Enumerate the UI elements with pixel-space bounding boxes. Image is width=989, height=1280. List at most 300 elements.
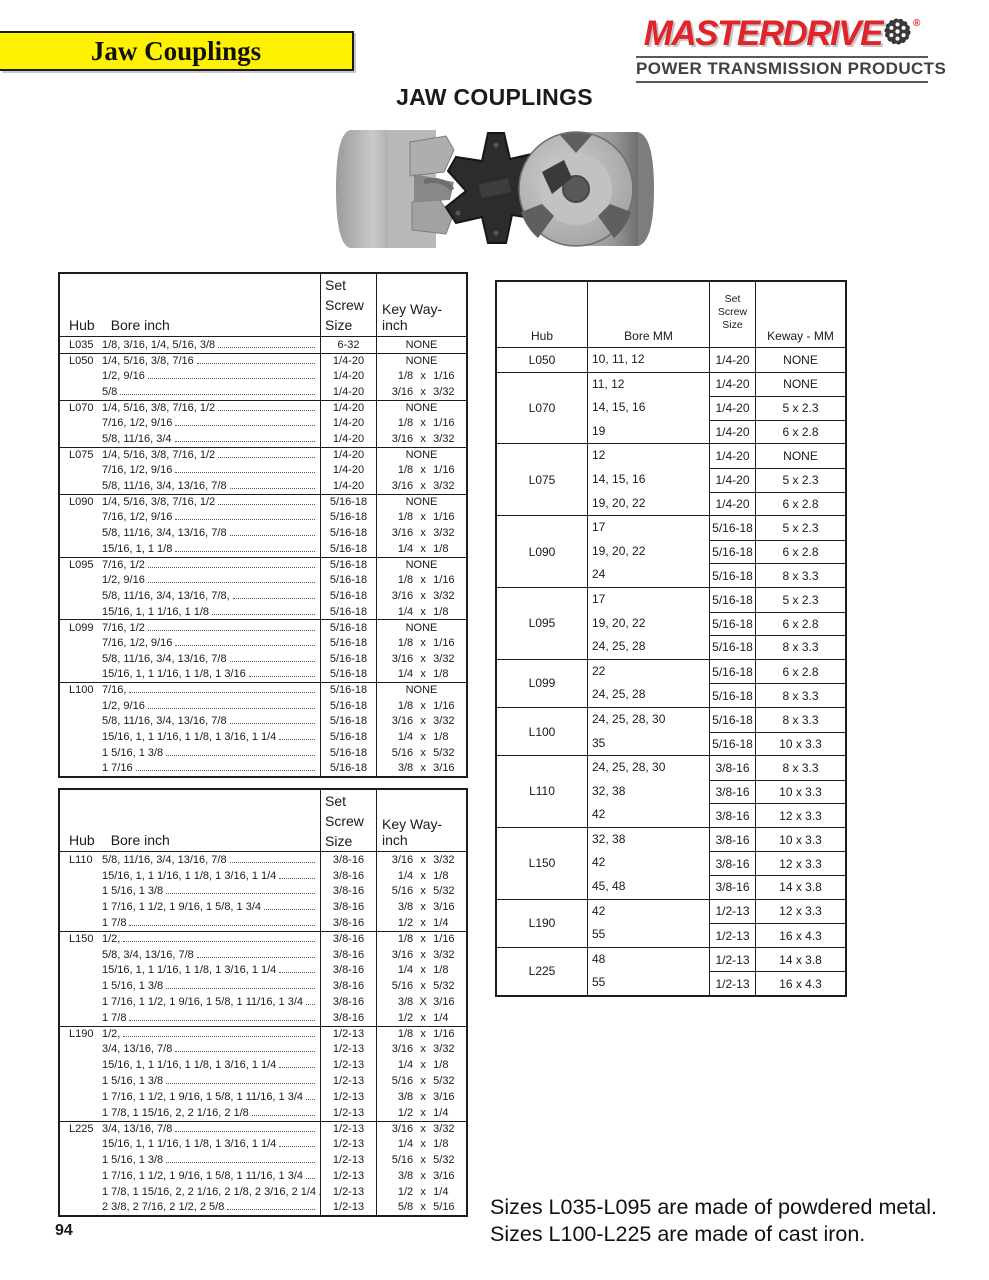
table-row [709,396,845,420]
table-row [709,900,845,924]
set-screw-cell: 3/8-16 [709,756,755,780]
table-row [709,948,845,972]
table-row [60,931,466,947]
keyway-cell [376,604,466,620]
mm-group-rows [709,948,845,995]
dot-leader [148,567,315,568]
table-row [709,923,845,947]
keyway-width: 3/8 [397,1169,414,1182]
dot-leader [175,1131,315,1132]
set-screw-cell: 5/16-18 [320,588,376,604]
col-hub: Hub [69,832,95,848]
keyway-width: 1/8 [397,933,414,946]
keyway-cell: 12 x 3.3 [755,804,845,827]
table-row [709,732,845,756]
page-title: JAW COUPLINGS [396,84,593,110]
dot-leader [175,425,315,426]
col-keyway: Key Way- inch [376,274,466,336]
hub-cell: L075 [69,449,94,462]
keyway-width: 1/4 [397,964,414,977]
bore-cell [102,1107,320,1119]
set-screw-cell: 5/16-18 [320,761,376,777]
bore-value: 1 5/16, 1 3/8 [102,1075,164,1088]
bore-value: 3/4, 13/16, 7/8 [102,1122,173,1135]
keyway-cell: 5 x 2.3 [755,588,845,612]
set-screw-cell: 6-32 [320,337,376,353]
table-row [60,384,466,400]
bore-value: 15/16, 1, 1 1/8 [102,542,173,555]
note-powdered-metal: Sizes L035-L095 are made of powdered metal. [490,1195,937,1219]
keyway-cell [376,932,466,947]
dot-leader [120,394,315,395]
keyway-width: 1/8 [397,1028,414,1041]
brand-logo-row [636,14,928,54]
keyway-x: x [420,901,426,914]
bore-value: 15/16, 1, 1 1/16, 1 1/8, 1 3/16, 1 1/4 [102,731,277,744]
bore-value: 15/16, 1, 1 1/16, 1 1/8, 1 3/16, 1 1/4 [102,1138,277,1151]
bore-cell [102,1138,320,1150]
bore-cell [102,1201,320,1213]
keyway-x: x [420,1028,426,1041]
bore-value: 12 [592,448,606,463]
keyway-cell [376,525,466,541]
keyway-none: NONE [405,402,438,415]
col-keyway-mm: Keway - MM [755,282,845,347]
bore-value: 24, 25, 28, 30 [592,711,666,726]
hub-cell: L110 [69,853,93,866]
keyway-cell [376,368,466,384]
set-screw-cell: 3/8-16 [709,781,755,804]
keyway-width: 3/16 [391,853,414,866]
bore-cell [102,480,320,492]
table-row [60,714,466,730]
bore-cell [102,622,320,634]
set-screw-cell: 5/16-18 [320,510,376,526]
mm-table-header [497,282,845,348]
table-row [60,745,466,761]
keyway-width: 5/8 [397,1201,414,1214]
bore-cell [587,660,709,707]
bore-value: 2 3/8, 2 7/16, 2 1/2, 2 5/8 [102,1201,225,1214]
bore-value: 22 [592,663,606,678]
keyway-width: 1/8 [397,370,414,383]
keyway-cell: 6 x 2.8 [755,660,845,684]
keyway-cell [376,415,466,431]
set-screw-cell: 5/16-18 [320,698,376,714]
table-row [709,468,845,492]
bore-value: 32, 38 [592,831,626,846]
dot-leader [279,878,315,879]
set-screw-cell: 1/4-20 [320,384,376,400]
keyway-x: x [420,1138,426,1151]
table-row [709,588,845,612]
bore-cell [102,715,320,727]
table-row [60,1057,466,1073]
keyway-cell [376,1184,466,1200]
set-screw-cell: 1/4-20 [320,463,376,479]
hub-cell: L190 [69,1028,94,1041]
set-screw-cell: 5/16-18 [709,660,755,684]
bore-value: 55 [592,927,606,942]
keyway-cell [376,698,466,714]
bore-value: 15/16, 1, 1 1/16, 1 1/8, 1 3/16, 1 1/4 [102,964,277,977]
keyway-cell [376,868,466,884]
bore-value: 1/2, [102,1028,121,1041]
table-row [60,572,466,588]
note-cast-iron: Sizes L100-L225 are made of cast iron. [490,1221,866,1246]
keyway-x: x [420,869,426,882]
dot-leader [233,598,315,599]
dot-leader [197,363,315,364]
bore-cell [102,637,320,649]
section-banner [0,31,354,71]
set-screw-cell: 5/16-18 [320,683,376,698]
bore-cell [102,1012,320,1024]
mm-group-rows [709,828,845,899]
set-screw-cell: 1/4-20 [709,373,755,397]
hub-cell: L225 [69,1122,94,1135]
dot-leader [230,488,315,489]
table-row [60,1200,466,1216]
keyway-x: x [420,1185,426,1198]
keyway-cell: 10 x 3.3 [755,828,845,852]
mm-group-rows [709,373,845,444]
set-screw-cell: 5/16-18 [709,708,755,732]
bore-cell [102,339,320,351]
keyway-cell [376,714,466,730]
bore-cell [587,348,709,372]
bore-cell [102,668,320,680]
keyway-cell [376,463,466,479]
keyway-cell: 5 x 2.3 [755,397,845,420]
table-row [60,1136,466,1152]
bore-value: 1/4, 5/16, 3/8, 7/16, 1/2 [102,402,216,415]
keyway-cell [376,558,466,573]
bore-value: 42 [592,807,606,822]
keyway-depth: 5/32 [433,1075,455,1088]
keyway-x: x [420,636,426,649]
hub-cell: L095 [528,616,556,631]
keyway-depth: 3/32 [433,480,455,493]
mm-group-rows [709,660,845,707]
bore-value: 19 [592,423,606,438]
keyway-x: x [420,511,426,524]
table-row [60,947,466,963]
bore-cell [102,917,320,929]
keyway-x: x [420,652,426,665]
keyway-width: 1/2 [397,917,414,930]
table-row [60,994,466,1010]
keyway-width: 3/16 [391,480,414,493]
bore-cell [587,588,709,659]
keyway-cell: 10 x 3.3 [755,733,845,756]
inch-table-2-header [60,790,466,852]
mm-group [497,947,845,995]
keyway-width: 1/4 [397,869,414,882]
keyway-cell [376,354,466,369]
table-row [709,780,845,804]
keyway-cell [376,729,466,745]
keyway-width: 3/8 [397,996,414,1009]
set-screw-cell: 1/4-20 [320,478,376,494]
keyway-depth: 1/16 [433,417,455,430]
bore-cell [587,708,709,755]
inch-table-1 [58,272,468,778]
col-bore: Bore inch [110,832,170,848]
bore-value: 24, 25, 28, 30 [592,760,666,775]
bore-cell [102,949,320,961]
keyway-depth: 1/4 [433,1011,449,1024]
mm-group-rows [709,348,845,372]
keyway-width: 3/16 [391,652,414,665]
set-screw-cell: 5/16-18 [320,558,376,573]
table-row [60,1184,466,1200]
keyway-width: 3/16 [391,1122,414,1135]
table-row [709,828,845,852]
set-screw-cell: 1/4-20 [320,415,376,431]
dot-leader [129,1020,315,1021]
set-screw-cell: 1/4-20 [709,493,755,516]
dot-leader [148,582,315,583]
set-screw-cell: 3/8-16 [320,994,376,1010]
bore-cell [102,1170,320,1182]
bore-value: 1/2, 9/16 [102,370,145,383]
mm-group [497,372,845,444]
bore-value: 15/16, 1, 1 1/16, 1 1/8, 1 3/16, 1 1/4 [102,869,277,882]
keyway-x: x [420,480,426,493]
dot-leader [175,1051,315,1052]
bore-value: 7/16, 1/2 [102,621,145,634]
hub-cell: L070 [528,400,556,415]
mm-table [495,280,847,997]
set-screw-cell: 1/2-13 [320,1089,376,1105]
bore-value: 45, 48 [592,879,626,894]
keyway-width: 1/2 [397,1106,414,1119]
dot-leader [218,457,315,458]
bore-cell [102,464,320,476]
mm-group [497,515,845,587]
keyway-depth: 1/8 [433,1138,449,1151]
table-row [60,604,466,620]
keyway-depth: 1/8 [433,542,449,555]
keyway-depth: 1/16 [433,464,455,477]
hub-cell: L110 [529,784,555,799]
keyway-cell: 6 x 2.8 [755,613,845,636]
keyway-x: x [420,762,426,775]
table-row [60,400,466,416]
set-screw-cell: 1/2-13 [320,1168,376,1184]
keyway-depth: 1/16 [433,636,455,649]
keyway-depth: 1/8 [433,731,449,744]
table-row [60,1105,466,1121]
hub-cell: L150 [528,856,556,871]
bore-value: 1 5/16, 1 3/8 [102,885,164,898]
set-screw-cell: 3/8-16 [320,1010,376,1026]
keyway-x: x [420,948,426,961]
set-screw-cell: 1/4-20 [320,354,376,369]
table-row [709,756,845,780]
bore-value: 1 7/8 [102,1011,127,1024]
bore-value: 5/8, 3/4, 13/16, 7/8 [102,948,194,961]
keyway-x: x [420,715,426,728]
bore-value: 7/16, 1/2, 9/16 [102,511,173,524]
keyway-width: 5/16 [391,980,414,993]
hub-cell: L099 [69,621,94,634]
table-row [709,563,845,587]
keyway-cell: 6 x 2.8 [755,421,845,444]
keyway-cell [376,994,466,1010]
keyway-width: 3/16 [391,715,414,728]
keyway-none: NONE [405,449,438,462]
keyway-width: 5/16 [391,1154,414,1167]
keyway-cell: 12 x 3.3 [755,900,845,924]
set-screw-cell: 5/16-18 [320,729,376,745]
mm-group [497,587,845,659]
table-row [60,1089,466,1105]
keyway-depth: 1/16 [433,574,455,587]
table-row [709,683,845,707]
mm-group [497,707,845,755]
keyway-width: 3/8 [397,901,414,914]
set-screw-cell: 3/8-16 [709,852,755,875]
hub-cell: L050 [69,355,94,368]
keyway-x: x [420,605,426,618]
bore-cell [587,516,709,587]
keyway-cell [376,915,466,931]
keyway-depth: 3/32 [433,1122,455,1135]
hub-cell: L050 [528,352,556,367]
keyway-cell: 8 x 3.3 [755,708,845,732]
dot-leader [166,893,315,894]
col-hub: Hub [69,317,95,333]
keyway-depth: 5/32 [433,885,455,898]
material-notes [490,1194,937,1248]
dot-leader [175,645,315,646]
keyway-x: x [420,917,426,930]
dot-leader [252,1115,315,1116]
bore-cell [102,402,320,414]
product-photo [328,112,662,266]
dot-leader [227,1209,315,1210]
keyway-depth: 3/16 [433,762,455,775]
keyway-cell [376,384,466,400]
inch-table-2 [58,788,468,1217]
table-row [60,337,466,353]
table-row [60,368,466,384]
set-screw-cell: 1/4-20 [709,469,755,492]
keyway-cell: NONE [755,373,845,397]
set-screw-cell: 1/2-13 [320,1184,376,1200]
keyway-cell [376,947,466,963]
bore-cell [102,433,320,445]
bore-value: 1/4, 5/16, 3/8, 7/16, 1/2 [102,496,216,509]
keyway-width: 5/16 [391,885,414,898]
keyway-cell [376,1105,466,1121]
bore-value: 5/8, 11/16, 3/4, 13/16, 7/8 [102,652,227,665]
keyway-x: x [420,668,426,681]
bore-cell [587,948,709,995]
keyway-depth: 3/32 [433,589,455,602]
set-screw-cell: 3/8-16 [320,932,376,947]
bore-cell [102,417,320,429]
dot-leader [279,972,315,973]
table-row [60,635,466,651]
table-row [60,899,466,915]
bore-cell [102,370,320,382]
bore-value: 19, 20, 22 [592,495,646,510]
keyway-x: x [420,385,426,398]
set-screw-cell: 5/16-18 [709,636,755,659]
bore-value: 42 [592,855,606,870]
set-screw-cell: 1/2-13 [320,1152,376,1168]
set-screw-cell: 5/16-18 [709,588,755,612]
bore-cell [587,900,709,947]
keyway-x: x [420,417,426,430]
keyway-x: x [420,964,426,977]
set-screw-cell: 1/2-13 [320,1200,376,1216]
hub-cell: L190 [528,916,556,931]
table-row [60,1121,466,1137]
hub-cell: L035 [69,338,94,351]
bore-value: 7/16, 1/2, 9/16 [102,636,173,649]
bore-cell [102,386,320,398]
keyway-cell [376,1200,466,1216]
keyway-x: x [420,1059,426,1072]
table-row [60,525,466,541]
dot-leader [123,941,315,942]
set-screw-cell: 3/8-16 [709,876,755,899]
bore-value: 24, 25, 28 [592,639,646,654]
bore-cell [102,964,320,976]
keyway-x: x [420,370,426,383]
keyway-cell [376,1122,466,1137]
dot-leader [218,504,315,505]
bore-value: 1 7/8 [102,917,127,930]
keyway-depth: 1/4 [433,917,449,930]
keyway-cell: 5 x 2.3 [755,469,845,492]
dot-leader [306,1004,315,1005]
set-screw-cell: 5/16-18 [320,635,376,651]
keyway-width: 1/8 [397,464,414,477]
dot-leader [230,661,315,662]
bore-value: 19, 20, 22 [592,615,646,630]
set-screw-cell: 3/8-16 [320,852,376,868]
table-row [60,1073,466,1089]
bore-cell [102,980,320,992]
col-set-screw: Set Screw Size [709,282,755,347]
keyway-width: 1/8 [397,511,414,524]
bore-cell [102,996,320,1008]
dot-leader [218,410,315,411]
dot-leader [166,1162,315,1163]
bore-value: 15/16, 1, 1 1/16, 1 1/8 [102,605,210,618]
table-row [60,1168,466,1184]
keyway-width: 1/4 [397,731,414,744]
keyway-none: NONE [405,558,438,571]
keyway-cell [376,761,466,777]
bore-value: 5/8, 11/16, 3/4, 13/16, 7/8 [102,715,227,728]
keyway-depth: 1/16 [433,699,455,712]
table-row [709,612,845,636]
bore-value: 14, 15, 16 [592,400,646,415]
set-screw-cell: 3/8-16 [320,978,376,994]
keyway-width: 1/2 [397,1185,414,1198]
dot-leader [129,692,315,693]
keyway-x: x [420,464,426,477]
set-screw-cell: 1/4-20 [320,401,376,416]
bore-value: 1 7/16, 1 1/2, 1 9/16, 1 5/8, 1 3/4 [102,901,262,914]
set-screw-cell: 1/2-13 [709,900,755,924]
